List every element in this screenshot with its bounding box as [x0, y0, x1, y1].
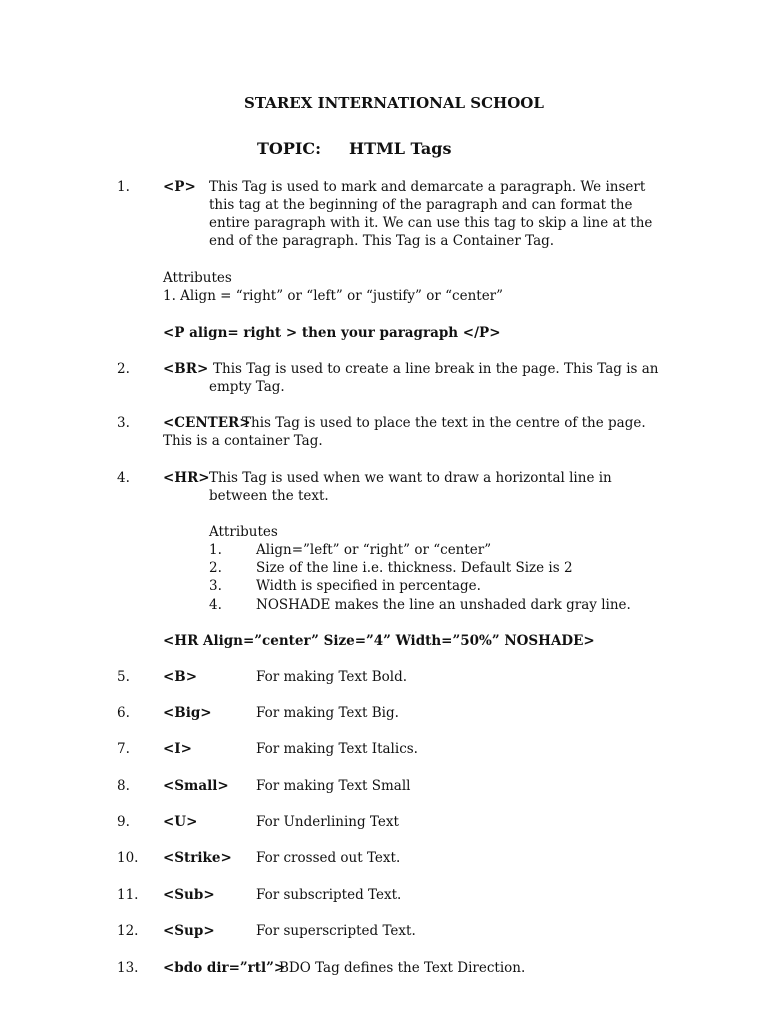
- description-line: this tag at the beginning of the paragraph and can format the: [209, 197, 633, 213]
- description-line: empty Tag.: [209, 379, 285, 395]
- tag-name-hr: <HR>: [163, 470, 210, 486]
- attributes-heading: Attributes: [209, 524, 278, 540]
- item-number: 3.: [117, 415, 130, 431]
- tag-name-br: <BR>: [163, 361, 209, 377]
- attribute-number: 1.: [209, 542, 222, 558]
- tag-name-p: <P>: [163, 179, 196, 195]
- code-example: <HR Align=”center” Size=”4” Width=”50%” NOSHADE>: [163, 633, 595, 649]
- item-number: 2.: [117, 361, 130, 377]
- code-example: <P align= right > then your paragraph </P>: [163, 325, 501, 341]
- description-line: This Tag is used when we want to draw a horizontal line in: [209, 470, 612, 486]
- tag-name-bdo: <bdo dir=”rtl”>: [163, 960, 286, 976]
- tag-description: For making Text Bold.: [256, 669, 408, 685]
- tag-name: <B>: [163, 669, 198, 685]
- attribute-number: 4.: [209, 597, 222, 613]
- topic-label: TOPIC:: [257, 139, 321, 158]
- tag-name: <Big>: [163, 705, 212, 721]
- tag-name-center: <CENTER>: [163, 415, 251, 431]
- tag-description: For making Text Italics.: [256, 741, 418, 757]
- description-line: This Tag is used to place the text in the centre of the page.: [242, 415, 646, 431]
- item-number: 8.: [117, 778, 130, 794]
- item-number: 6.: [117, 705, 130, 721]
- tag-name: <Sub>: [163, 887, 215, 903]
- attribute-text: Width is specified in percentage.: [256, 578, 481, 594]
- item-number: 12.: [117, 923, 139, 939]
- tag-name: <Strike>: [163, 850, 232, 866]
- tag-description: For subscripted Text.: [256, 887, 402, 903]
- attribute-text: NOSHADE makes the line an unshaded dark gray line.: [256, 597, 631, 613]
- description-line: end of the paragraph. This Tag is a Container Tag.: [209, 233, 555, 249]
- tag-description: For Underlining Text: [256, 814, 399, 830]
- description-line: between the text.: [209, 488, 329, 504]
- tag-name: <Sup>: [163, 923, 215, 939]
- attribute-number: 2.: [209, 560, 222, 576]
- tag-name: <U>: [163, 814, 198, 830]
- description-line: This Tag is used to mark and demarcate a paragraph. We insert: [209, 179, 646, 195]
- tag-description: For making Text Small: [256, 778, 411, 794]
- tag-description: For making Text Big.: [256, 705, 399, 721]
- description-line: This Tag is used to create a line break in the page. This Tag is an: [213, 361, 659, 377]
- item-number: 4.: [117, 470, 130, 486]
- school-title: STAREX INTERNATIONAL SCHOOL: [244, 94, 544, 112]
- tag-description: For crossed out Text.: [256, 850, 401, 866]
- item-number: 11.: [117, 887, 139, 903]
- attribute-text: Size of the line i.e. thickness. Default Size is 2: [256, 560, 573, 576]
- item-number: 1.: [117, 179, 130, 195]
- description-line: This is a container Tag.: [163, 433, 323, 449]
- description-line: entire paragraph with it. We can use this tag to skip a line at the: [209, 215, 653, 231]
- attributes-heading: Attributes: [163, 270, 232, 286]
- item-number: 7.: [117, 741, 130, 757]
- topic-value: HTML Tags: [349, 139, 452, 158]
- tag-name: <Small>: [163, 778, 229, 794]
- item-number: 10.: [117, 850, 139, 866]
- item-number: 5.: [117, 669, 130, 685]
- attribute-number: 3.: [209, 578, 222, 594]
- item-number: 9.: [117, 814, 130, 830]
- tag-name: <I>: [163, 741, 192, 757]
- tag-description: BDO Tag defines the Text Direction.: [279, 960, 526, 976]
- tag-description: For superscripted Text.: [256, 923, 416, 939]
- attribute-text: Align=”left” or “right” or “center”: [256, 542, 492, 558]
- item-number: 13.: [117, 960, 139, 976]
- attribute-item: 1. Align = “right” or “left” or “justify” or “center”: [163, 288, 504, 304]
